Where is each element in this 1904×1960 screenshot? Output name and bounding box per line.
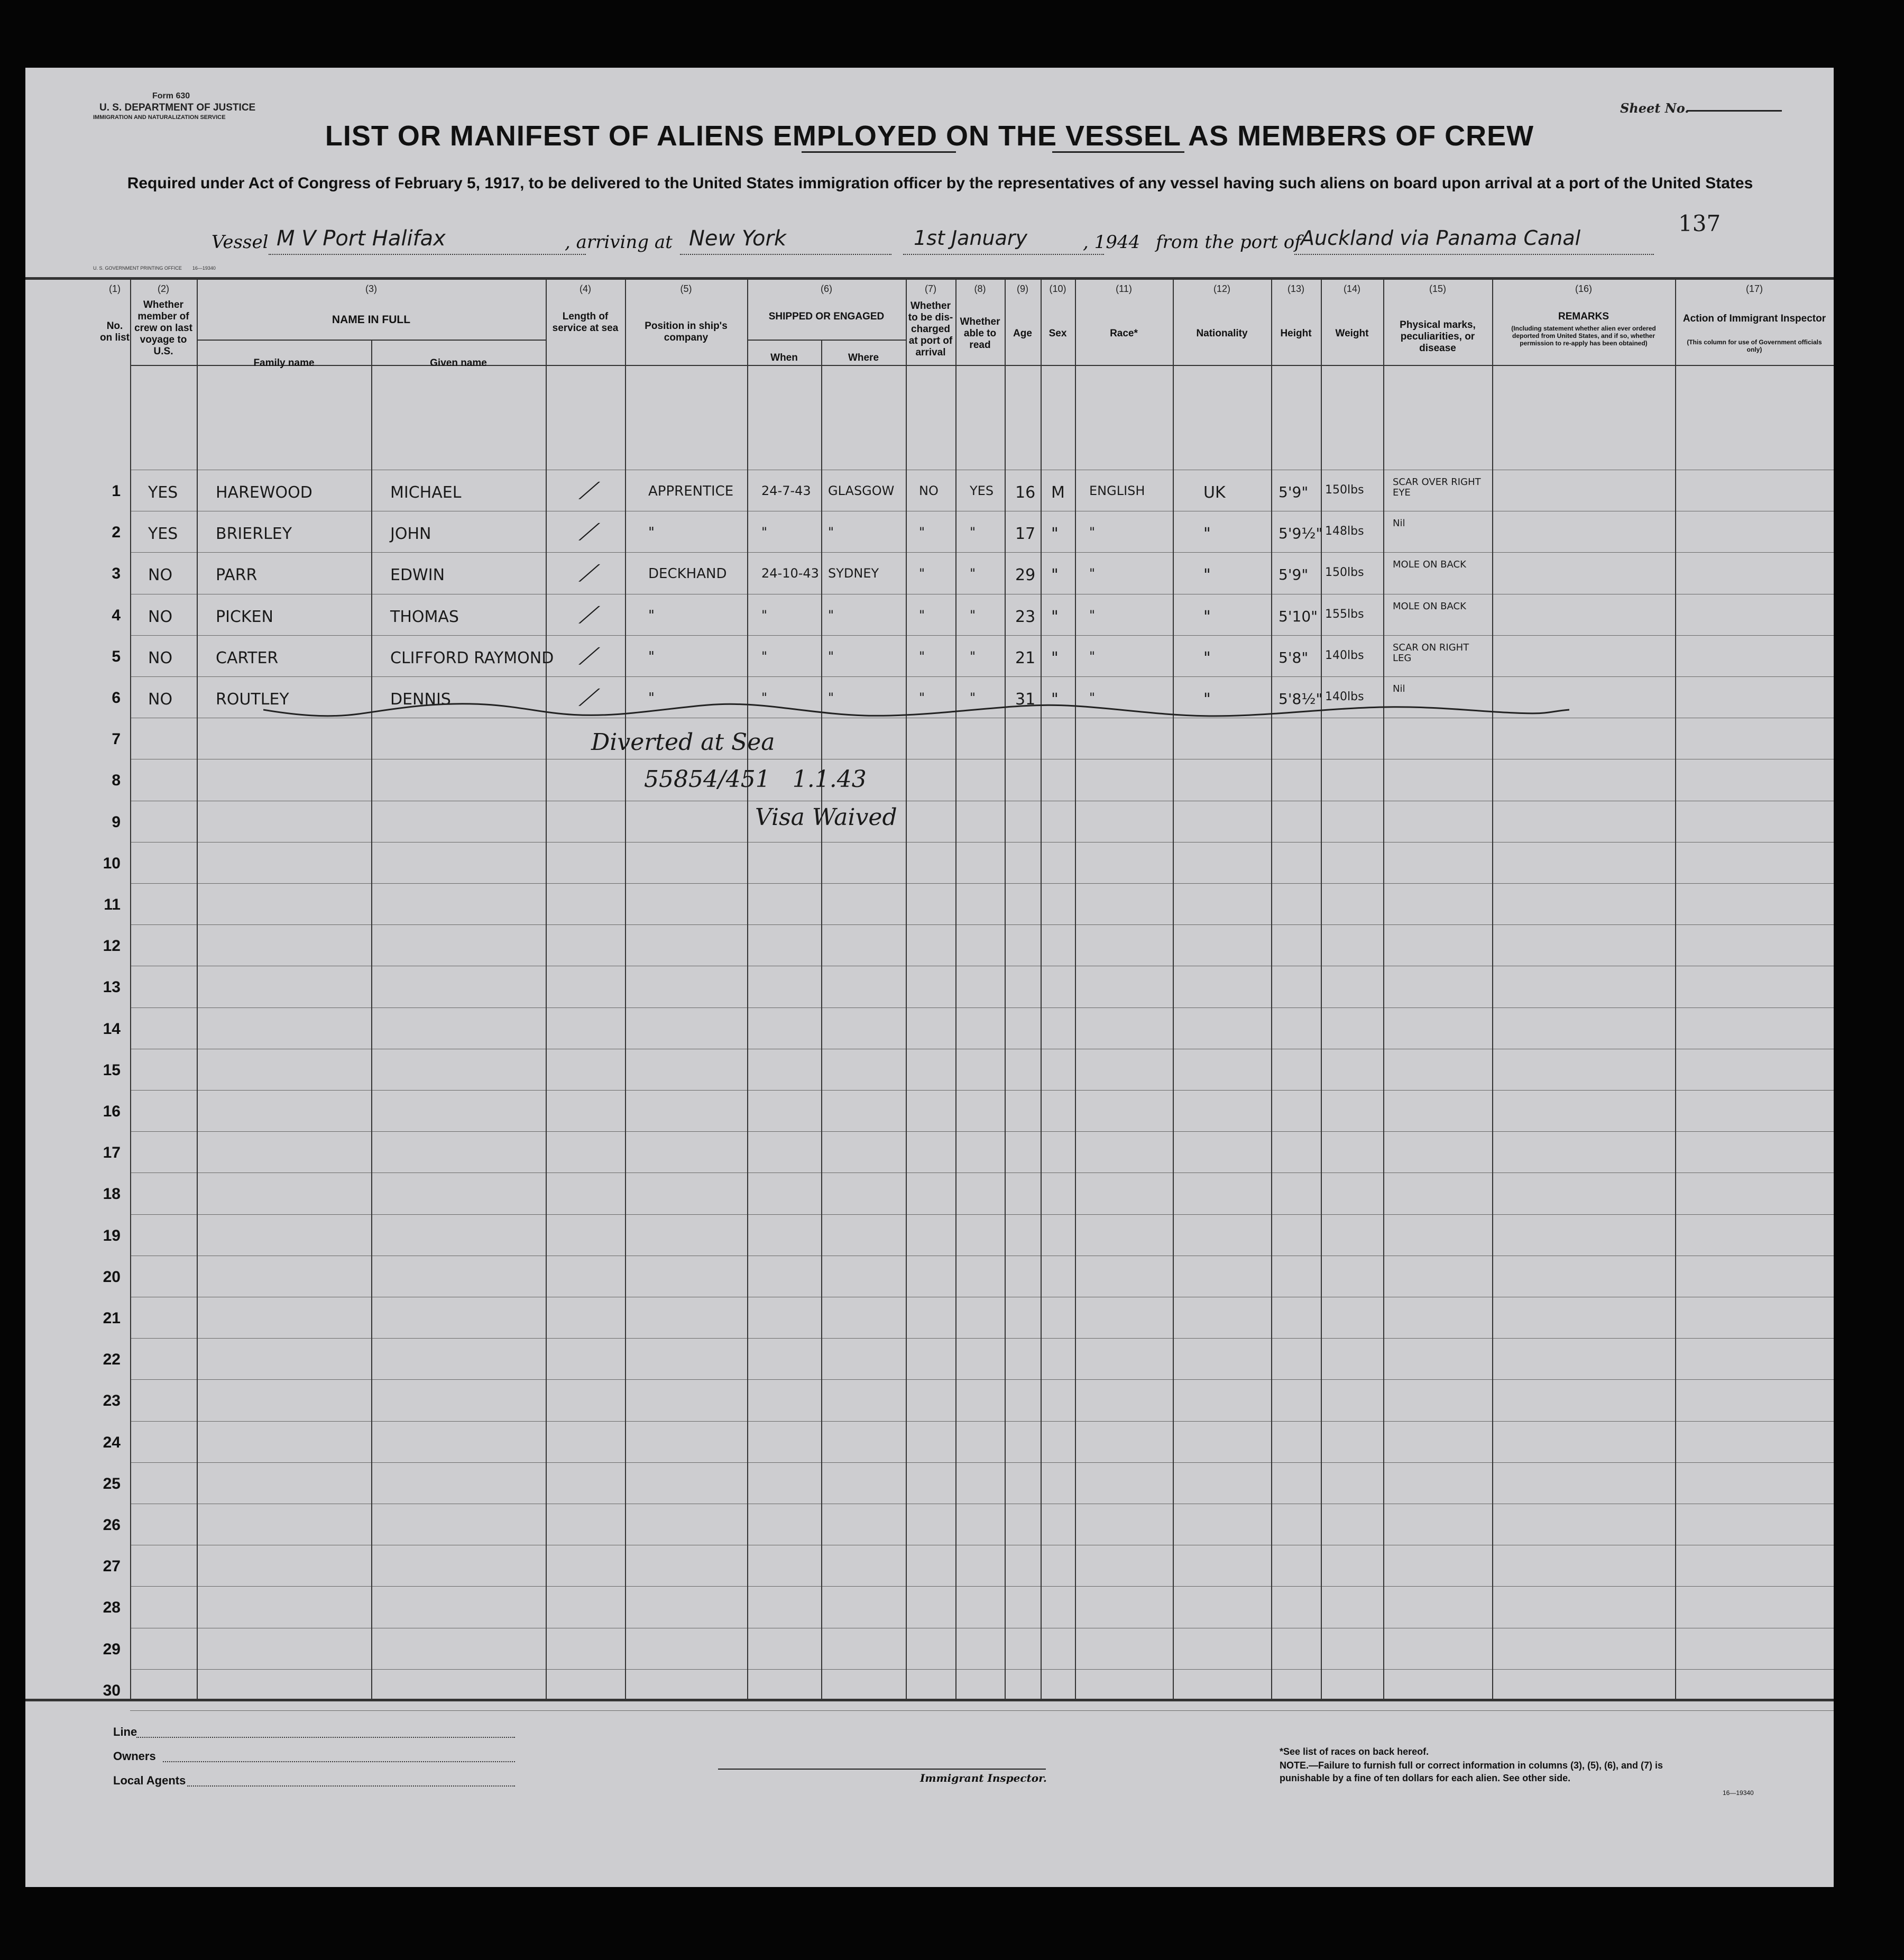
cell-able-to-read: " [970,648,976,664]
row-number: 16 [103,1103,121,1120]
cell-able-to-read: " [970,690,976,705]
cell-length-of-service: / [575,685,603,709]
colnum-15: (15) [1429,283,1446,294]
col-rule [955,277,956,1700]
row-number: 9 [112,813,121,831]
cell-position: " [648,690,655,706]
row-number: 28 [103,1599,121,1617]
arriving-line [680,254,891,255]
cell-discharged: " [919,525,925,540]
cell-age: 31 [1015,690,1036,709]
cell-race: " [1089,525,1096,540]
row-number: 30 [103,1681,121,1699]
cell-discharged: " [919,690,925,705]
cell-race: " [1089,607,1096,622]
header-crew-last-voyage: Whether member of crew on last voyage to U.S. [134,299,192,357]
cell-shipped-where: GLASGOW [828,483,895,498]
row-number: 26 [103,1516,121,1534]
row-rule [130,1338,1834,1339]
header-length-of-service: Length of service at sea [552,311,619,334]
footer-owners-label: Owners [113,1750,156,1763]
cell-shipped-when: " [761,525,768,540]
cell-discharged: " [919,566,925,581]
col-rule [1173,277,1174,1700]
cell-weight: 148lbs [1325,525,1364,538]
cell-nationality: " [1203,525,1211,544]
annotation-file-number: 55854/451 1.1.43 [644,766,867,793]
cell-shipped-where: " [828,690,834,705]
col-rule [130,277,131,1700]
colnum-3: (3) [365,283,377,294]
row-number: 19 [103,1226,121,1244]
cell-position: " [648,525,655,541]
vessel-name-line [269,254,586,255]
row-rule [130,1710,1834,1711]
form-number: Form 630 [152,91,190,100]
form-subtitle: Required under Act of Congress of February 5, 1917, to be delivered to the United States immigration officer by the representatives of any vessel having such aliens on board upon arrival at a port of the United States [127,175,1753,192]
row-number: 1 [112,482,121,500]
row-rule [130,635,1834,636]
colnum-6: (6) [821,283,832,294]
col-rule [1075,277,1076,1700]
footer-owners-field [163,1761,515,1762]
cell-age: 17 [1015,525,1036,544]
row-number: 27 [103,1558,121,1576]
footer-agents-label: Local Agents [113,1774,186,1787]
cell-height: 5'9" [1278,566,1309,584]
colnum-4: (4) [580,283,591,294]
title-underline-employed [802,151,956,153]
department-name: U. S. DEPARTMENT OF JUSTICE [99,102,256,113]
header-physical-marks: Physical marks, peculiarities, or disease [1400,319,1476,354]
row-number: 5 [112,647,121,665]
row-number: 6 [112,689,121,707]
annotation-visa-waived: Visa Waived [755,804,897,831]
cell-crew-on-last-voyage: NO [148,690,173,709]
footer-agents-field [187,1785,515,1787]
cell-crew-on-last-voyage: NO [148,607,173,626]
cell-shipped-where: SYDNEY [828,566,879,581]
cell-given-name: JOHN [390,525,431,544]
cell-shipped-where: " [828,525,834,540]
cell-shipped-when: " [761,607,768,622]
table-top-rule [25,277,1834,280]
title-underline-vessel [1052,151,1184,153]
cell-height: 5'10" [1278,607,1318,625]
cell-able-to-read: YES [970,483,994,498]
row-rule [130,1421,1834,1422]
manifest-sheet [25,68,1834,1887]
cell-shipped-where: " [828,648,834,664]
cell-weight: 155lbs [1325,607,1364,621]
header-position: Position in ship's company [645,320,728,343]
cell-family-name: CARTER [216,648,279,667]
col-rule [1271,277,1272,1700]
row-number: 17 [103,1144,121,1162]
cell-age: 29 [1015,566,1036,585]
header-nationality: Nationality [1196,328,1248,339]
cell-length-of-service: / [575,561,603,585]
form-title: LIST OR MANIFEST OF ALIENS EMPLOYED ON THE VESSEL AS MEMBERS OF CREW [325,120,1534,152]
header-family-name: Family name [253,358,315,369]
service-name: IMMIGRATION AND NATURALIZATION SERVICE [93,114,226,121]
colnum-1: (1) [109,283,121,294]
row-number: 25 [103,1474,121,1492]
race-note: *See list of races on back hereof. [1280,1746,1429,1757]
cell-shipped-when: 24-7-43 [761,483,811,498]
colnum-8: (8) [974,283,986,294]
cell-length-of-service: / [575,643,603,668]
vessel-label: Vessel [211,232,269,253]
cell-discharged: NO [919,483,939,498]
cell-nationality: " [1203,607,1211,626]
row-rule [130,676,1834,677]
row-number: 10 [103,854,121,872]
row-rule [130,1586,1834,1587]
penalty-note: NOTE.—Failure to furnish full or correct information in columns (3), (5), (6), and (7) is punishable by a fine of ten dollars for each alien. See other side. [1280,1760,1663,1783]
cell-weight: 140lbs [1325,648,1364,662]
col-rule [1041,277,1042,1700]
row-rule [130,1379,1834,1380]
annotation-diverted-at-sea: Diverted at Sea [591,729,775,756]
cell-race: " [1089,690,1096,705]
col-rule [1321,277,1322,1700]
cell-nationality: UK [1203,483,1226,502]
colnum-11: (11) [1116,283,1132,294]
colnum-7: (7) [925,283,936,294]
row-number: 29 [103,1640,121,1658]
col-rule [821,340,822,1700]
colnum-2: (2) [158,283,169,294]
cell-length-of-service: / [575,519,603,544]
row-number: 15 [103,1061,121,1079]
from-port-label: from the port of [1156,232,1301,253]
header-inspector-action: Action of Immigrant Inspector [1682,313,1826,324]
col-rule [1383,277,1384,1700]
row-number: 8 [112,772,121,790]
colnum-13: (13) [1287,283,1304,294]
arriving-label: , arriving at [565,232,673,253]
cell-physical-marks: SCAR OVER RIGHT EYE [1393,477,1481,498]
row-number: 7 [112,730,121,748]
col-rule [1005,277,1006,1700]
col-rule [197,277,198,1700]
colnum-16: (16) [1575,283,1592,294]
cell-height: 5'9" [1278,483,1309,501]
cell-shipped-where: " [828,607,834,622]
cell-able-to-read: " [970,525,976,540]
footer-line-label: Line [113,1725,137,1738]
row-number: 2 [112,524,121,542]
cell-given-name: MICHAEL [390,483,462,502]
row-rule [130,1462,1834,1463]
page-number: 137 [1678,210,1721,236]
header-sex: Sex [1048,328,1067,339]
header-height: Height [1280,328,1312,339]
footer-form-code: 16—19340 [1723,1789,1754,1797]
cell-able-to-read: " [970,607,976,622]
cell-shipped-when: " [761,648,768,664]
colnum-12: (12) [1213,283,1230,294]
colnum-17: (17) [1745,283,1763,294]
cell-given-name: DENNIS [390,690,451,709]
shipped-subheader-rule [747,340,906,341]
colnum-14: (14) [1343,283,1360,294]
inspector-signature-line [718,1769,1046,1770]
header-age: Age [1013,328,1032,339]
vessel-name: M V Port Halifax [277,226,446,251]
row-rule [130,883,1834,884]
cell-height: 5'8½" [1278,690,1323,708]
col-rule [371,340,372,1700]
cell-height: 5'8" [1278,648,1309,666]
table-bottom-rule [25,1699,1834,1701]
cell-nationality: " [1203,690,1211,709]
row-number: 14 [103,1020,121,1038]
colnum-10: (10) [1049,283,1066,294]
footer-line-field [136,1737,515,1738]
cell-sex: " [1051,525,1059,544]
header-name-in-full: NAME IN FULL [332,314,411,326]
cell-race: " [1089,566,1096,581]
cell-family-name: ROUTLEY [216,690,289,709]
cell-crew-on-last-voyage: YES [148,483,178,502]
row-rule [130,1131,1834,1132]
cell-crew-on-last-voyage: YES [148,525,178,544]
header-able-to-read: Whether able to read [960,316,1000,351]
header-discharged: Whether to be dis-charged at port of arrival [908,300,953,358]
sheet-no-label: Sheet No. [1620,100,1689,116]
cell-sex: " [1051,607,1059,626]
cell-family-name: BRIERLEY [216,525,292,544]
cell-position: " [648,648,655,665]
row-number: 24 [103,1433,121,1451]
row-number: 21 [103,1309,121,1327]
cell-sex: " [1051,648,1059,667]
row-number: 23 [103,1392,121,1410]
cell-weight: 140lbs [1325,690,1364,703]
cell-position: APPRENTICE [648,483,734,499]
header-remarks-note: (Including statement whether alien ever ordered deported from United States, and if so, whether permission to re-apply has been obtained) [1511,325,1656,347]
cell-age: 23 [1015,607,1036,626]
arrival-date: 1st January [914,226,1028,250]
row-rule [130,552,1834,553]
col-rule [1492,277,1493,1700]
printer-credit: U. S. GOVERNMENT PRINTING OFFICE 16—19340 [93,265,216,271]
cell-discharged: " [919,648,925,664]
header-no-on-list: No. on list [100,320,130,343]
cell-length-of-service: / [575,478,603,502]
inspector-label: Immigrant Inspector. [920,1772,1047,1784]
from-port: Auckland via Panama Canal [1301,226,1581,250]
cell-given-name: THOMAS [390,607,459,626]
cell-sex: " [1051,690,1059,709]
date-line [903,254,1104,255]
row-rule [130,1669,1834,1670]
cell-given-name: EDWIN [390,566,445,585]
cell-height: 5'9½" [1278,525,1323,543]
row-number: 3 [112,565,121,583]
header-shipped-when: When [770,352,798,363]
end-of-list-wavy-line [263,683,1569,729]
row-rule [130,1214,1834,1215]
cell-age: 21 [1015,648,1036,667]
cell-shipped-when: 24-10-43 [761,566,819,581]
cell-race: " [1089,648,1096,664]
col-rule [625,277,626,1700]
cell-nationality: " [1203,566,1211,585]
colnum-5: (5) [680,283,692,294]
header-shipped-engaged: SHIPPED OR ENGAGED [768,311,885,322]
row-rule [130,1090,1834,1091]
cell-sex: " [1051,566,1059,585]
cell-physical-marks: MOLE ON BACK [1393,559,1466,571]
header-given-name: Given name [430,358,487,369]
cell-family-name: HAREWOOD [216,483,312,502]
row-number: 18 [103,1185,121,1203]
col-rule [1675,277,1676,1700]
cell-shipped-when: " [761,690,768,705]
cell-age: 16 [1015,483,1036,502]
cell-physical-marks: SCAR ON RIGHT LEG [1393,642,1469,664]
row-number: 12 [103,937,121,955]
header-inspector-note: (This column for use of Government officials only) [1687,338,1822,353]
arriving-port: New York [689,226,787,251]
cell-given-name: CLIFFORD RAYMOND [390,648,554,667]
cell-nationality: " [1203,648,1211,667]
row-number: 20 [103,1268,121,1286]
from-port-line [1294,254,1654,255]
cell-crew-on-last-voyage: NO [148,648,173,667]
cell-race: ENGLISH [1089,483,1145,498]
col-rule [747,277,748,1700]
cell-length-of-service: / [575,602,603,627]
cell-sex: M [1051,483,1065,502]
year-digit: 4 [1128,232,1140,253]
header-weight: Weight [1335,328,1369,339]
header-remarks: REMARKS [1558,311,1609,322]
cell-physical-marks: Nil [1393,518,1405,529]
sheet-no-line [1687,110,1782,112]
header-race: Race* [1110,328,1138,339]
cell-able-to-read: " [970,566,976,581]
cell-family-name: PARR [216,566,257,585]
year-label: , 1944 [1083,232,1140,253]
cell-discharged: " [919,607,925,622]
cell-position: " [648,607,655,624]
cell-weight: 150lbs [1325,566,1364,580]
col-rule [546,277,547,1700]
col-rule [906,277,907,1700]
row-number: 13 [103,978,121,996]
cell-physical-marks: MOLE ON BACK [1393,600,1466,612]
row-number: 4 [112,606,121,624]
cell-family-name: PICKEN [216,607,273,626]
row-number: 22 [103,1351,121,1369]
cell-physical-marks: Nil [1393,683,1405,694]
row-rule [130,924,1834,925]
cell-crew-on-last-voyage: NO [148,566,173,585]
colnum-9: (9) [1017,283,1028,294]
row-number: 11 [104,896,121,913]
cell-weight: 150lbs [1325,483,1364,497]
header-shipped-where: Where [848,352,879,363]
cell-position: DECKHAND [648,566,727,582]
